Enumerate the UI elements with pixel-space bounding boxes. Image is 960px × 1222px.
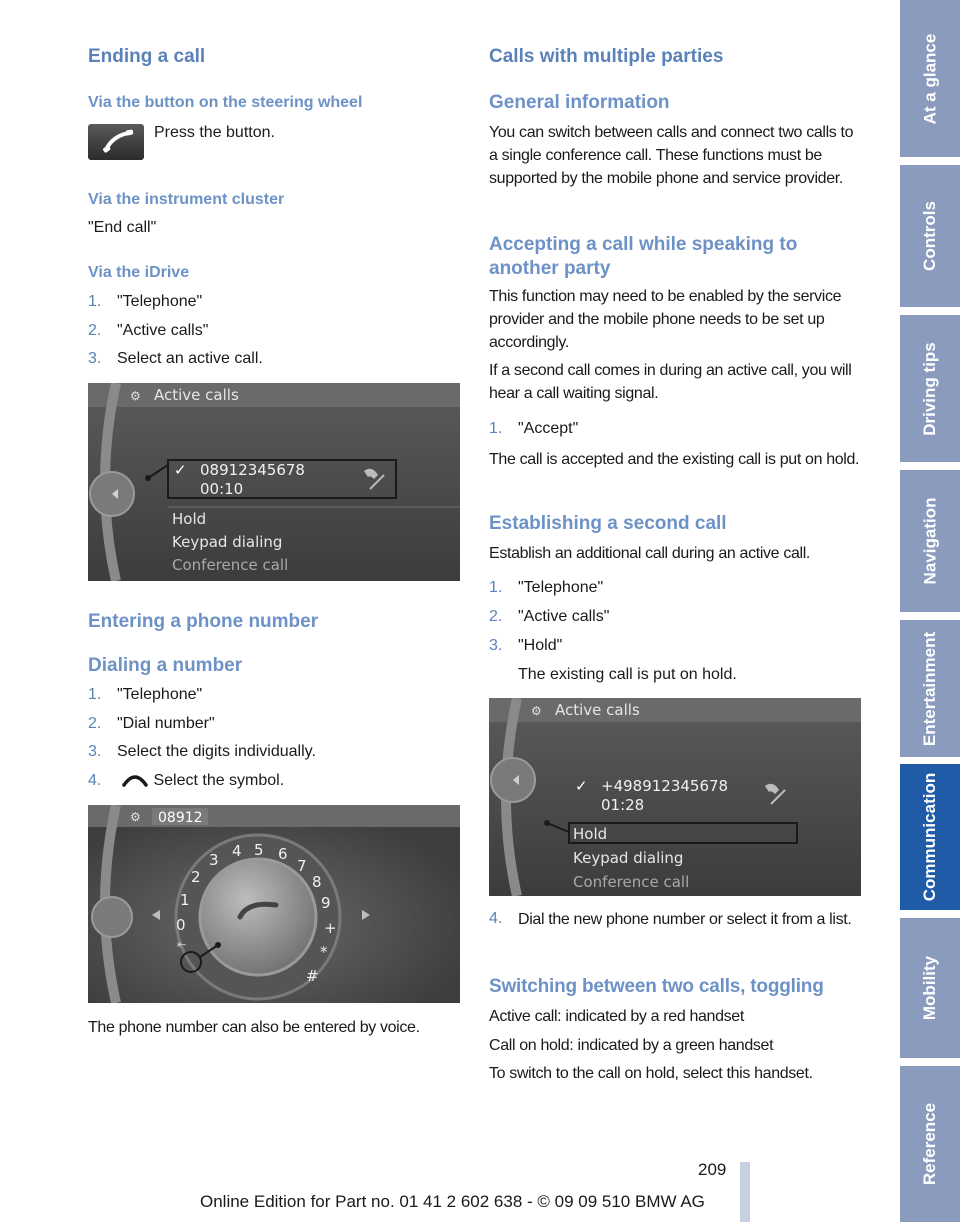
digit-plus: + bbox=[324, 919, 337, 937]
general-information-text: You can switch between calls and connect two calls to a single conference call. These functions must be supported by the mobile phone and service provider. bbox=[489, 124, 854, 187]
menu-item: Hold bbox=[573, 825, 608, 843]
call-time: 00:10 bbox=[200, 480, 244, 498]
menu-item: Conference call bbox=[573, 873, 690, 891]
voice-entry-note: The phone number can also be entered by voice. bbox=[88, 1019, 420, 1036]
digit-1: 1 bbox=[180, 891, 190, 909]
menu-item: Hold bbox=[172, 510, 207, 528]
toggle-line: To switch to the call on hold, select this handset. bbox=[489, 1065, 813, 1082]
entered-digits: 08912 bbox=[158, 810, 203, 826]
tab-communication[interactable]: Communication bbox=[900, 764, 960, 910]
general-information-heading: General information bbox=[489, 92, 670, 113]
dialing-number-heading: Dialing a number bbox=[88, 655, 243, 676]
multiple-parties-heading: Calls with multiple parties bbox=[489, 46, 724, 67]
list-item: 2. "Active calls" bbox=[489, 608, 610, 625]
call-number: +498912345678 bbox=[601, 777, 729, 795]
tab-mobility[interactable]: Mobility bbox=[900, 918, 960, 1058]
screen-header: Active calls bbox=[154, 386, 239, 404]
menu-item: Conference call bbox=[172, 556, 289, 574]
via-idrive-heading: Via the iDrive bbox=[88, 264, 190, 281]
toggle-line: Active call: indicated by a red handset bbox=[489, 1008, 744, 1025]
active-calls-screenshot bbox=[88, 383, 460, 581]
digit-7: 7 bbox=[297, 857, 307, 875]
list-item: 4. Dial the new phone number or select it from a list. bbox=[489, 910, 852, 928]
press-button-text: Press the button. bbox=[154, 124, 275, 141]
entering-phone-number-heading: Entering a phone number bbox=[88, 611, 319, 632]
digit-star: * bbox=[320, 943, 328, 961]
chapter-tabs bbox=[900, 0, 960, 1222]
digit-3: 3 bbox=[209, 851, 219, 869]
digit-6: 6 bbox=[278, 845, 288, 863]
list-item: 3. "Hold" bbox=[489, 637, 563, 654]
digit-8: 8 bbox=[312, 873, 322, 891]
tab-driving-tips[interactable]: Driving tips bbox=[900, 315, 960, 462]
menu-item: Keypad dialing bbox=[172, 533, 283, 551]
footer-text: Online Edition for Part no. 01 41 2 602 638 - © 09 09 510 BMW AG bbox=[200, 1192, 705, 1211]
list-item: 1. "Telephone" bbox=[489, 579, 604, 596]
handset-icon bbox=[121, 771, 149, 787]
digit-5: 5 bbox=[254, 841, 264, 859]
backspace-icon: ⇤ bbox=[177, 938, 187, 951]
tab-at-a-glance[interactable]: At a glance bbox=[900, 0, 960, 157]
check-icon: ✓ bbox=[174, 461, 187, 479]
list-item: 1. "Telephone" bbox=[88, 293, 203, 310]
via-instrument-cluster-heading: Via the instrument cluster bbox=[88, 191, 285, 208]
list-item: 3. Select the digits individually. bbox=[88, 743, 316, 760]
digit-4: 4 bbox=[232, 842, 242, 860]
settings-icon: ⚙ bbox=[130, 389, 141, 403]
accepting-call-text: This function may need to be enabled by the service provider and the mobile phone needs to be set up accordingly. bbox=[489, 288, 842, 351]
screen-header: Active calls bbox=[555, 701, 640, 719]
end-call-text: "End call" bbox=[88, 219, 157, 236]
call-time: 01:28 bbox=[601, 796, 645, 814]
list-item: 4. Select the symbol. bbox=[88, 772, 285, 789]
digit-9: 9 bbox=[321, 894, 331, 912]
list-item: 1. "Telephone" bbox=[88, 686, 203, 703]
second-call-heading: Establishing a second call bbox=[489, 513, 727, 534]
tab-controls[interactable]: Controls bbox=[900, 165, 960, 307]
hold-call-screenshot bbox=[489, 698, 861, 896]
via-steering-wheel-heading: Via the button on the steering wheel bbox=[88, 94, 363, 111]
digit-2: 2 bbox=[191, 868, 201, 886]
digit-0: 0 bbox=[176, 916, 186, 934]
toggling-heading: Switching between two calls, toggling bbox=[489, 976, 824, 997]
tab-reference[interactable]: Reference bbox=[900, 1066, 960, 1222]
toggle-line: Call on hold: indicated by a green handset bbox=[489, 1037, 774, 1054]
second-call-text: Establish an additional call during an active call. bbox=[489, 545, 811, 562]
call-number: 08912345678 bbox=[200, 461, 305, 479]
digit-hash: # bbox=[306, 967, 319, 985]
list-item: 2. "Active calls" bbox=[88, 322, 209, 339]
page-number: 209 bbox=[698, 1160, 727, 1179]
tab-entertainment[interactable]: Entertainment bbox=[900, 620, 960, 757]
settings-icon: ⚙ bbox=[531, 704, 542, 718]
ending-call-heading: Ending a call bbox=[88, 46, 206, 67]
menu-item: Keypad dialing bbox=[573, 849, 684, 867]
accept-result-text: The call is accepted and the existing call is put on hold. bbox=[489, 451, 860, 468]
dial-number-screenshot bbox=[88, 805, 460, 1003]
tab-navigation[interactable]: Navigation bbox=[900, 470, 960, 612]
hold-result-text: The existing call is put on hold. bbox=[518, 666, 737, 683]
page-marker bbox=[740, 1162, 750, 1222]
list-item: 2. "Dial number" bbox=[88, 715, 215, 732]
settings-icon: ⚙ bbox=[130, 810, 141, 824]
steering-wheel-phone-button-icon bbox=[88, 124, 144, 160]
accepting-call-heading: Accepting a call while speaking to another party bbox=[489, 234, 798, 279]
list-item: 3. Select an active call. bbox=[88, 350, 263, 367]
check-icon: ✓ bbox=[575, 777, 588, 795]
call-waiting-text: If a second call comes in during an active call, you will hear a call waiting signal. bbox=[489, 362, 852, 402]
list-item: 1. "Accept" bbox=[489, 420, 579, 437]
